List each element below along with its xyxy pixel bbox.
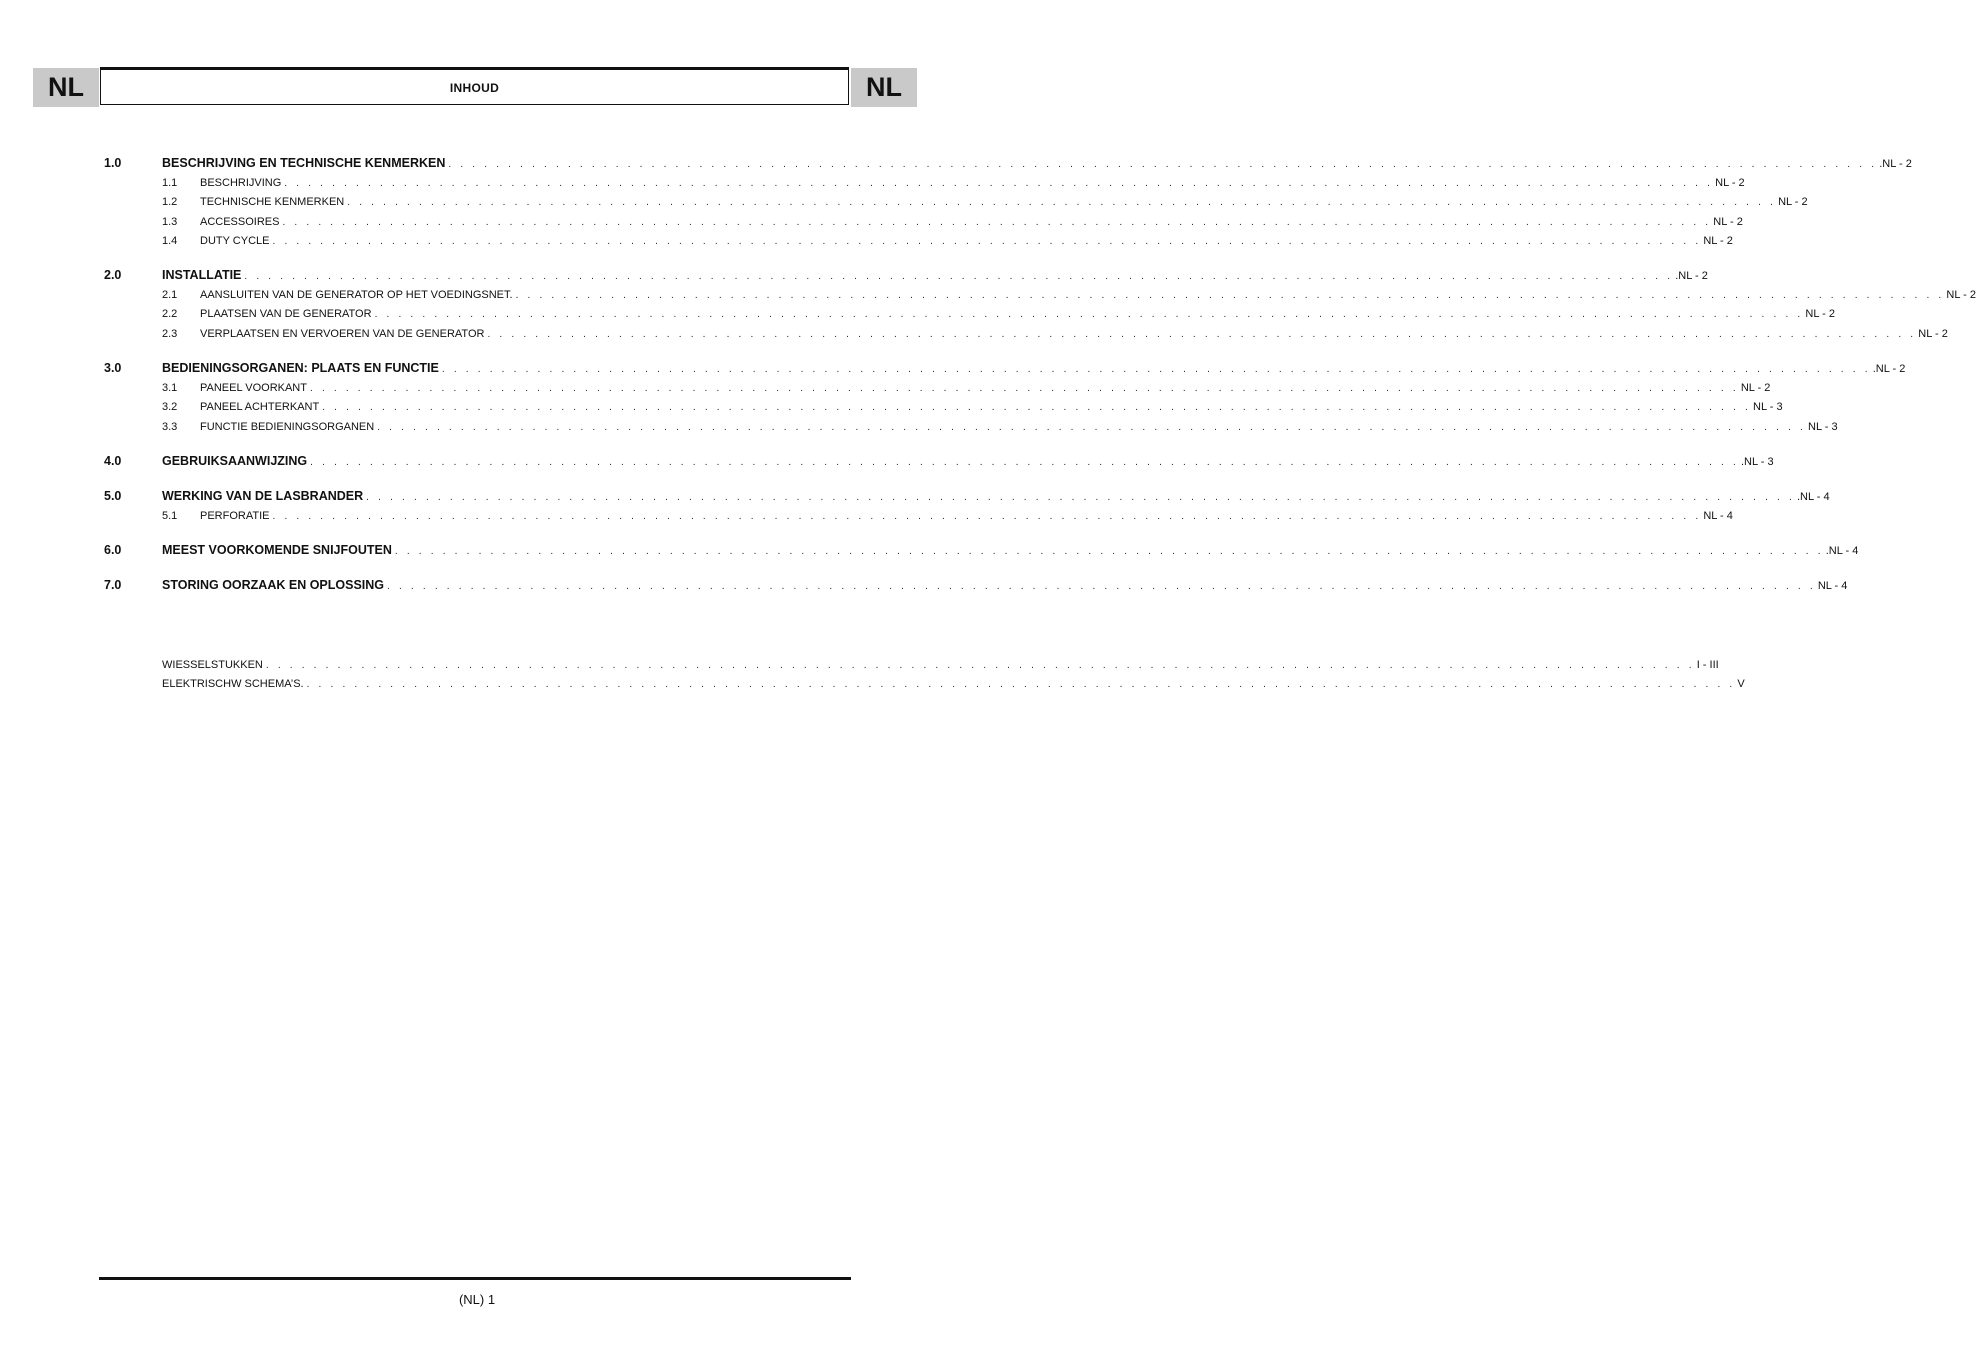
toc-entry-page: NL - 2 (1703, 234, 1733, 247)
dot-leader: . . . . . . . . . . . . . . . . . . . . . . . . . . . . . . . . . . . . . . . . . . . . . . . . . . . . . . . . . . . . . . . . . . . . . . . . . . . . . . . . . . . . . . . . . . . . . . . . . . . . . . . . . . . . . . . . . . . . . . . . (366, 491, 1795, 503)
toc-entry-number: 2.3 (162, 327, 178, 340)
toc-entry-number: 3.3 (162, 420, 178, 433)
toc-section-row[interactable] (104, 485, 1830, 507)
toc-entry-number: 3.0 (104, 361, 122, 376)
dot-leader: . . . . . . . . . . . . . . . . . . . . . . . . . . . . . . . . . . . . . . . . . . . . . . . . . . . . . . . . . . . . . . . . . . . . . . . . . . . . . . . . . . . . . . . . . . . . . . . . . . . . . . . . . . . . . . . . . . . . . . . . (448, 159, 1878, 170)
dot-leader: . . . . . . . . . . . . . . . . . . . . . . . . . . . . . . . . . . . . . . . . . . . . . . . . . . . . . . . . . . . . . . . . . . . . . . . . . . . . . . . . . . . . . . . . . . . . . . . . . . . . . . . . . . . . . . . . . . . . . . . . (377, 421, 1807, 433)
toc-entry-title: BESCHRIJVING EN TECHNISCHE KENMERKEN (162, 156, 446, 170)
toc-entry-page: V (1737, 678, 1745, 691)
toc-entry-title: WIESSELSTUKKEN (162, 659, 263, 671)
toc-entry-number: 3.2 (162, 401, 178, 414)
dot-leader: . . . . . . . . . . . . . . . . . . . . . . . . . . . . . . . . . . . . . . . . . . . . . . . . . . . . . . . . . . . . . . . . . . . . . . . . . . . . . . . . . . . . . . . . . . . . . . . . . . . . . . . . . . . . . . . . . . . . . . . . (394, 546, 1824, 558)
table-of-contents (104, 152, 1976, 596)
dot-leader: . . . . . . . . . . . . . . . . . . . . . . . . . . . . . . . . . . . . . . . . . . . . . . . . . . . . . . . . . . . . . . . . . . . . . . . . . . . . . . . . . . . . . . . . . . . . . . . . . . . . . . . . . . . . . . . . . . . . . . . . (306, 679, 1736, 691)
toc-entry-page: NL - 4 (1703, 509, 1733, 522)
dot-leader: . . . . . . . . . . . . . . . . . . . . . . . . . . . . . . . . . . . . . . . . . . . . . . . . . . . . . . . . . . . . . . . . . . . . . . . . . . . . . . . . . . . . . . . . . . . . . . . . . . . . . . . . . . . . . . . . . . . . . . . . (441, 364, 1871, 376)
toc-entry-title: VERPLAATSEN EN VERVOEREN VAN DE GENERATOR (200, 327, 485, 340)
dot-leader: . . . . . . . . . . . . . . . . . . . . . . . . . . . . . . . . . . . . . . . . . . . . . . . . . . . . . . . . . . . . . . . . . . . . . . . . . . . . . . . . . . . . . . . . . . . . . . . . . . . . . . . . . . . . . . . . . . . . . . . . (310, 456, 1739, 468)
toc-entry-page: I - III (1696, 659, 1719, 671)
dot-leader: . . . . . . . . . . . . . . . . . . . . . . . . . . . . . . . . . . . . . . . . . . . . . . . . . . . . . . . . . . . . . . . . . . . . . . . . . . . . . . . . . . . . . . . . . . . . . . . . . . . . . . . . . . . . . . . . . . . . . . . . (244, 271, 1674, 283)
toc-entry-number: 1.4 (162, 234, 178, 247)
toc-entry-title: ELEKTRISCHW SCHEMA’S. (162, 678, 304, 691)
appendix-row[interactable] (162, 675, 1745, 694)
toc-subsection-row[interactable] (104, 232, 1733, 251)
toc-entry-number: 2.1 (162, 289, 178, 302)
section-gap (104, 526, 836, 539)
toc-subsection-row[interactable] (104, 418, 1838, 437)
toc-entry-title: STORING OORZAAK EN OPLOSSING (162, 578, 385, 593)
toc-entry-number: 6.0 (104, 543, 122, 558)
dot-leader: . . . . . . . . . . . . . . . . . . . . . . . . . . . . . . . . . . . . . . . . . . . . . . . . . . . . . . . . . . . . . . . . . . . . . . . . . . . . . . . . . . . . . . . . . . . . . . . . . . . . . . . . . . . . . . . . . . . . . . . . (282, 216, 1712, 228)
toc-entry-page: .NL - 3 (1740, 455, 1774, 468)
appendix-row[interactable] (162, 656, 1719, 675)
toc-subsection-row[interactable] (104, 174, 1745, 193)
dot-leader: . . . . . . . . . . . . . . . . . . . . . . . . . . . . . . . . . . . . . . . . . . . . . . . . . . . . . . . . . . . . . . . . . . . . . . . . . . . . . . . . . . . . . . . . . . . . . . . . . . . . . . . . . . . . . . . . . . . . . . . . (515, 290, 1945, 302)
toc-entry-title: MEEST VOORKOMENDE SNIJFOUTEN (162, 543, 392, 558)
toc-subsection-row[interactable] (104, 193, 1808, 212)
toc-entry-title: ACCESSOIRES (200, 215, 280, 228)
toc-subsection-row[interactable] (104, 379, 1771, 398)
toc-section-row[interactable] (104, 539, 1859, 561)
dot-leader: . . . . . . . . . . . . . . . . . . . . . . . . . . . . . . . . . . . . . . . . . . . . . . . . . . . . . . . . . . . . . . . . . . . . . . . . . . . . . . . . . . . . . . . . . . . . . . . . . . . . . . . . . . . . . . . . . . . . . . . . (487, 328, 1917, 340)
toc-entry-title: PANEEL ACHTERKANT (200, 401, 320, 414)
toc-entry-number: 1.3 (162, 215, 178, 228)
toc-entry-number: 2.0 (104, 268, 122, 283)
language-tab-left: NL (33, 68, 99, 107)
language-tab-right: NL (851, 68, 917, 107)
dot-leader: . . . . . . . . . . . . . . . . . . . . . . . . . . . . . . . . . . . . . . . . . . . . . . . . . . . . . . . . . . . . . . . . . . . . . . . . . . . . . . . . . . . . . . . . . . . . . . . . . . . . . . . . . . . . . . . . . . . . . . . . (272, 235, 1702, 247)
toc-entry-title: PLAATSEN VAN DE GENERATOR (200, 308, 372, 321)
toc-entry-page: NL - 2 (1805, 308, 1835, 321)
dot-leader: . . . . . . . . . . . . . . . . . . . . . . . . . . . . . . . . . . . . . . . . . . . . . . . . . . . . . . . . . . . . . . . . . . . . . . . . . . . . . . . . . . . . . . . . . . . . . . . . . . . . . . . . . . . . . . . . . . . . . . . . (374, 309, 1804, 321)
toc-entry-number: 4.0 (104, 453, 122, 468)
toc-subsection-row[interactable] (104, 398, 1783, 417)
toc-entry-title: TECHNISCHE KENMERKEN (200, 196, 345, 209)
toc-entry-title: BEDIENINGSORGANEN: PLAATS EN FUNCTIE (162, 361, 439, 376)
toc-entry-page: NL - 3 (1808, 420, 1838, 433)
toc-entry-title: GEBRUIKSAANWIJZING (162, 453, 308, 468)
toc-entry-page: NL - 2 (1713, 215, 1743, 228)
dot-leader: . . . . . . . . . . . . . . . . . . . . . . . . . . . . . . . . . . . . . . . . . . . . . . . . . . . . . . . . . . . . . . . . . . . . . . . . . . . . . . . . . . . . . . . . . . . . . . . . . . . . . . . . . . . . . . . . . . . . . . . . (347, 197, 1777, 209)
toc-entry-page: NL - 2 (1778, 196, 1808, 209)
dot-leader: . . . . . . . . . . . . . . . . . . . . . . . . . . . . . . . . . . . . . . . . . . . . . . . . . . . . . . . . . . . . . . . . . . . . . . . . . . . . . . . . . . . . . . . . . . . . . . . . . . . . . . . . . . . . . . . . . . . . . . . . (284, 178, 1714, 189)
toc-section-row[interactable] (104, 574, 1848, 596)
toc-section-row[interactable] (104, 450, 1774, 472)
toc-entry-title: INSTALLATIE (162, 268, 242, 283)
appendix-list (162, 656, 1745, 695)
toc-entry-page: NL - 2 (1918, 327, 1948, 340)
toc-entry-page: .NL - 4 (1797, 490, 1830, 503)
toc-entry-number: 1.0 (104, 156, 122, 170)
toc-section-row[interactable] (104, 152, 1912, 174)
toc-entry-number: 7.0 (104, 578, 122, 593)
toc-entry-title: PANEEL VOORKANT (200, 382, 307, 395)
section-gap (104, 251, 836, 264)
toc-entry-page: NL - 2 (1740, 382, 1771, 395)
toc-entry-page: .NL - 2 (1872, 363, 1906, 376)
toc-entry-page: .NL - 2 (1675, 270, 1708, 283)
toc-entry-title: WERKING VAN DE LASBRANDER (162, 488, 364, 503)
toc-subsection-row[interactable] (104, 325, 1948, 344)
toc-entry-number: 5.0 (104, 488, 122, 503)
dot-leader: . . . . . . . . . . . . . . . . . . . . . . . . . . . . . . . . . . . . . . . . . . . . . . . . . . . . . . . . . . . . . . . . . . . . . . . . . . . . . . . . . . . . . . . . . . . . . . . . . . . . . . . . . . . . . . . . . . . . . . . . (387, 581, 1816, 593)
toc-entry-title: DUTY CYCLE (200, 234, 270, 247)
toc-entry-number: 2.2 (162, 308, 178, 321)
toc-section-row[interactable] (104, 264, 1708, 286)
toc-entry-number: 3.1 (162, 382, 178, 395)
toc-entry-title: FUNCTIE BEDIENINGSORGANEN (200, 420, 375, 433)
page-header-title: INHOUD (100, 67, 849, 105)
toc-subsection-row[interactable] (104, 305, 1835, 324)
toc-entry-number: 5.1 (162, 509, 178, 522)
toc-entry-number: 1.2 (162, 196, 178, 209)
dot-leader: . . . . . . . . . . . . . . . . . . . . . . . . . . . . . . . . . . . . . . . . . . . . . . . . . . . . . . . . . . . . . . . . . . . . . . . . . . . . . . . . . . . . . . . . . . . . . . . . . . . . . . . . . . . . . . . . . . . . . . . . (265, 660, 1695, 671)
section-gap (104, 344, 836, 357)
toc-entry-page: .NL - 4 (1825, 545, 1859, 558)
section-gap (104, 437, 836, 450)
toc-subsection-row[interactable] (104, 507, 1733, 526)
toc-entry-number: 1.1 (162, 177, 178, 189)
toc-entry-title: BESCHRIJVING (200, 177, 282, 189)
toc-subsection-row[interactable] (104, 286, 1976, 305)
toc-entry-page: NL - 4 (1817, 580, 1848, 593)
toc-entry-title: AANSLUITEN VAN DE GENERATOR OP HET VOEDINGSNET. (200, 289, 513, 302)
toc-entry-page: .NL - 2 (1879, 158, 1912, 170)
dot-leader: . . . . . . . . . . . . . . . . . . . . . . . . . . . . . . . . . . . . . . . . . . . . . . . . . . . . . . . . . . . . . . . . . . . . . . . . . . . . . . . . . . . . . . . . . . . . . . . . . . . . . . . . . . . . . . . . . . . . . . . . (272, 510, 1702, 522)
toc-subsection-row[interactable] (104, 213, 1743, 232)
dot-leader: . . . . . . . . . . . . . . . . . . . . . . . . . . . . . . . . . . . . . . . . . . . . . . . . . . . . . . . . . . . . . . . . . . . . . . . . . . . . . . . . . . . . . . . . . . . . . . . . . . . . . . . . . . . . . . . . . . . . . . . . (322, 402, 1752, 414)
toc-entry-page: NL - 2 (1946, 289, 1976, 302)
toc-section-row[interactable] (104, 357, 1906, 379)
toc-entry-title: PERFORATIE (200, 509, 270, 522)
dot-leader: . . . . . . . . . . . . . . . . . . . . . . . . . . . . . . . . . . . . . . . . . . . . . . . . . . . . . . . . . . . . . . . . . . . . . . . . . . . . . . . . . . . . . . . . . . . . . . . . . . . . . . . . . . . . . . . . . . . . . . . . (309, 383, 1739, 395)
footer-page-number: (NL) 1 (458, 1292, 496, 1307)
toc-entry-page: NL - 3 (1753, 401, 1783, 414)
toc-entry-page: NL - 2 (1715, 177, 1745, 189)
footer-rule (99, 1277, 851, 1280)
